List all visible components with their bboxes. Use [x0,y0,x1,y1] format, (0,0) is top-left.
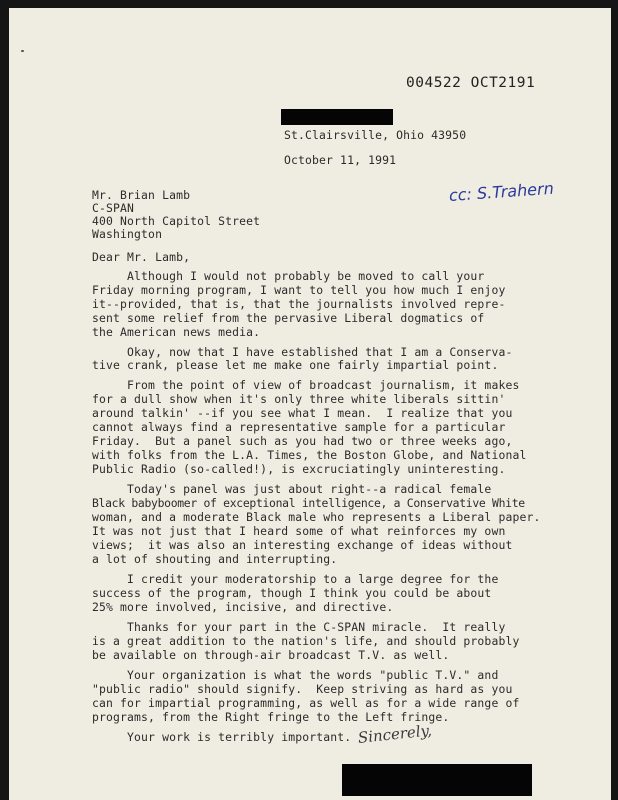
redacted-sender-name [281,109,393,125]
body-line: be available on through-air broadcast T.V. as well. [92,648,450,662]
recipient-city: Washington [92,227,163,241]
body-line: woman, and a moderate Black male who represents a Liberal paper. [92,510,541,524]
body-line: Friday morning program, I want to tell you how much I enjoy [92,283,506,297]
paper-speck [21,50,24,52]
body-line: Okay, now that I have established that I am a Conserva- [92,345,513,359]
body-line: Public Radio (so-called!), is excruciatingly uninteresting. [92,462,506,476]
body-line: "public radio" should signify. Keep striving as hard as you [92,682,513,696]
received-stamp: 004522 OCT2191 [406,75,536,91]
redacted-signature [342,764,532,796]
sender-city: St.Clairsville, Ohio 43950 [284,128,467,142]
body-line: It was not just that I heard some of what reinforces my own [92,524,506,538]
body-line: it--provided, that is, that the journalists involved repre- [92,297,506,311]
body-line: can for impartial programming, as well as for a wide range of [92,696,520,710]
letter-date: October 11, 1991 [284,153,397,167]
body-line: with folks from the L.A. Times, the Boston Globe, and National [92,448,527,462]
handwritten-cc-note: cc: S.Trahern [448,178,555,205]
body-line: is a great addition to the nation's life, and should probably [92,634,520,648]
body-line: around talkin' --if you see what I mean. I realize that you [92,406,513,420]
recipient-name: Mr. Brian Lamb [92,188,191,202]
body-line: cannot always find a representative sample for a particular [92,420,506,434]
body-line: Today's panel was just about right--a radical female [92,482,492,496]
body-line: views; it was also an interesting exchange of ideas without [92,538,513,552]
letter-page [9,8,611,800]
body-line: From the point of view of broadcast journalism, it makes [92,378,520,392]
body-line: the American news media. [92,325,261,339]
body-line: Friday. But a panel such as you had two or three weeks ago, [92,434,513,448]
body-line: a lot of shouting and interrupting. [92,552,338,566]
body-line: Your work is terribly important. [92,730,352,744]
body-line: sent some relief from the pervasive Liberal dogmatics of [92,311,485,325]
body-line: success of the program, though I think you could be about [92,586,492,600]
recipient-organization: C-SPAN [92,201,135,215]
body-line: 25% more involved, incisive, and directive. [92,600,394,614]
recipient-street: 400 North Capitol Street [92,214,261,228]
body-line: tive crank, please let me make one fairly impartial point. [92,358,499,372]
body-line: for a dull show when it's only three white liberals sittin' [92,392,506,406]
handwritten-closing: Sincerely, [357,721,433,747]
body-line: Your organization is what the words "public T.V." and [92,668,499,682]
body-line: programs, from the Right fringe to the Left fringe. [92,710,450,724]
salutation: Dear Mr. Lamb, [92,250,191,264]
body-line: Thanks for your part in the C-SPAN miracle. It really [92,620,506,634]
body-line: Although I would not probably be moved to call your [92,269,485,283]
body-line: I credit your moderatorship to a large degree for the [92,572,499,586]
body-line: Black babyboomer of exceptional intelligence, a Conservative White [92,496,525,510]
